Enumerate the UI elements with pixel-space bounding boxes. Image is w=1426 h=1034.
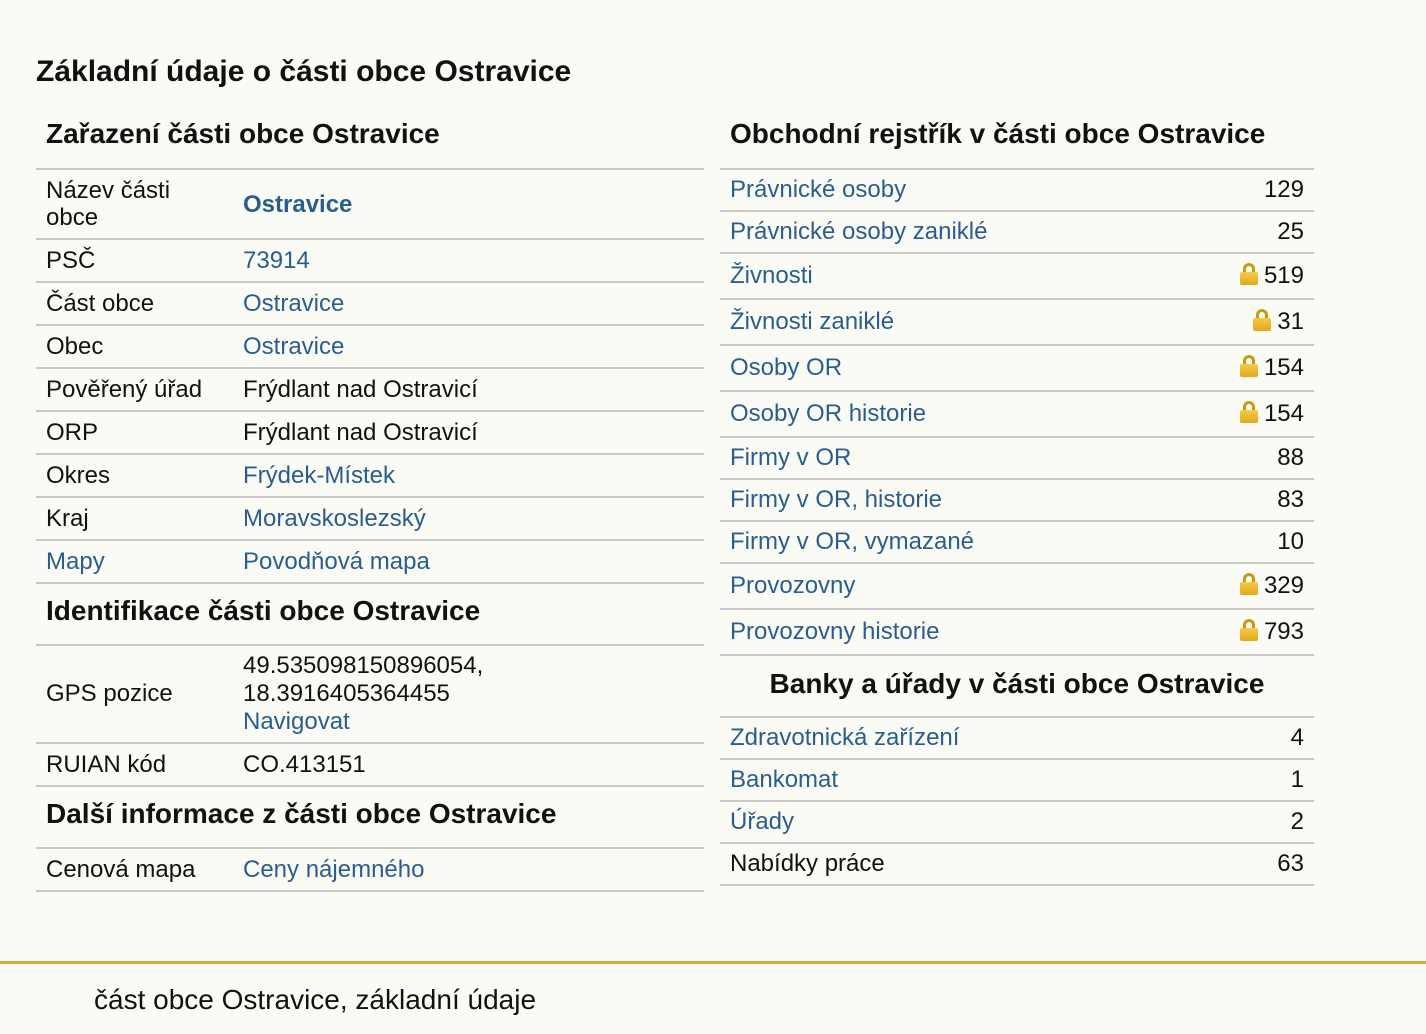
provozovny-link[interactable]: Provozovny xyxy=(720,563,1174,609)
provozovny-historie-link[interactable]: Provozovny historie xyxy=(720,609,1174,655)
section-title-obchodni: Obchodní rejstřík v části obce Ostravice xyxy=(720,110,1314,170)
row-count-cell xyxy=(1174,563,1314,609)
lock-icon xyxy=(1240,619,1258,641)
left-column xyxy=(36,110,704,892)
cenova-mapa-label: Cenová mapa xyxy=(36,849,233,891)
okres-link[interactable]: Frýdek-Místek xyxy=(233,454,704,497)
firmy-v-or-vymazane-link[interactable]: Firmy v OR, vymazané xyxy=(720,521,1174,563)
lock-icon xyxy=(1240,401,1258,423)
row-label: Část obce xyxy=(36,282,233,325)
row-count: 519 xyxy=(1263,262,1304,289)
table-row xyxy=(720,563,1314,609)
gps-lat: 49.535098150896054, xyxy=(243,652,484,679)
osoby-or-historie-link[interactable]: Osoby OR historie xyxy=(720,391,1174,437)
table-row xyxy=(36,540,704,583)
nabidky-prace-label: Nabídky práce xyxy=(720,843,1174,885)
table-row xyxy=(720,253,1314,299)
table-row xyxy=(720,759,1314,801)
table-row xyxy=(720,801,1314,843)
zivnosti-zanikle-link[interactable]: Živnosti zaniklé xyxy=(720,299,1174,345)
table-row xyxy=(36,743,704,786)
pravnicke-osoby-zanikle-link[interactable]: Právnické osoby zaniklé xyxy=(720,211,1174,253)
table-row xyxy=(720,843,1314,885)
nazev-casti-obce-link[interactable]: Ostravice xyxy=(233,170,704,239)
row-count: 88 xyxy=(1174,437,1314,479)
kraj-link[interactable]: Moravskoslezský xyxy=(233,497,704,540)
table-row xyxy=(36,282,704,325)
table-row xyxy=(720,211,1314,253)
row-count: 329 xyxy=(1263,572,1304,599)
table-row xyxy=(36,497,704,540)
ruian-value: CO.413151 xyxy=(233,743,704,786)
row-label: Kraj xyxy=(36,497,233,540)
footer-text: část obce Ostravice, základní údaje xyxy=(94,984,537,1015)
ruian-label: RUIAN kód xyxy=(36,743,233,786)
row-count: 154 xyxy=(1263,354,1304,381)
navigate-link[interactable]: Navigovat xyxy=(243,708,350,735)
table-row xyxy=(36,239,704,282)
firmy-v-or-historie-link[interactable]: Firmy v OR, historie xyxy=(720,479,1174,521)
row-count: 63 xyxy=(1174,843,1314,885)
row-count: 154 xyxy=(1263,400,1304,427)
table-row xyxy=(36,325,704,368)
row-label: Pověřený úřad xyxy=(36,368,233,411)
povodnova-mapa-link[interactable]: Povodňová mapa xyxy=(233,540,704,583)
page-title: Základní údaje o části obce Ostravice xyxy=(36,55,572,88)
right-column xyxy=(720,110,1314,886)
row-label: Název části obce xyxy=(36,170,233,239)
cast-obce-link[interactable]: Ostravice xyxy=(233,282,704,325)
banky-table xyxy=(720,718,1314,886)
zivnosti-link[interactable]: Živnosti xyxy=(720,253,1174,299)
lock-icon xyxy=(1240,573,1258,595)
table-row xyxy=(36,411,704,454)
row-count: 25 xyxy=(1174,211,1314,253)
table-row xyxy=(36,454,704,497)
lock-icon xyxy=(1253,309,1271,331)
table-row xyxy=(720,521,1314,563)
lock-icon xyxy=(1240,355,1258,377)
gps-value xyxy=(233,646,704,743)
ceny-najemneho-link[interactable]: Ceny nájemného xyxy=(233,849,704,891)
table-row xyxy=(36,170,704,239)
section-title-dalsi: Další informace z části obce Ostravice xyxy=(36,787,704,849)
dalsi-table xyxy=(36,849,704,892)
table-row xyxy=(720,437,1314,479)
row-count: 1 xyxy=(1174,759,1314,801)
row-count-cell xyxy=(1174,253,1314,299)
table-row xyxy=(720,391,1314,437)
osoby-or-link[interactable]: Osoby OR xyxy=(720,345,1174,391)
row-label: ORP xyxy=(36,411,233,454)
row-count-cell xyxy=(1174,391,1314,437)
table-row xyxy=(36,646,704,743)
lock-icon xyxy=(1240,263,1258,285)
table-row xyxy=(720,299,1314,345)
row-count-cell xyxy=(1174,345,1314,391)
row-label: Obec xyxy=(36,325,233,368)
row-count-cell xyxy=(1174,609,1314,655)
table-row xyxy=(720,479,1314,521)
section-title-banky: Banky a úřady v části obce Ostravice xyxy=(720,656,1314,718)
pravnicke-osoby-link[interactable]: Právnické osoby xyxy=(720,170,1174,211)
mapy-link[interactable]: Mapy xyxy=(36,540,233,583)
row-value: Frýdlant nad Ostravicí xyxy=(233,368,704,411)
zarazeni-table xyxy=(36,170,704,584)
row-count: 10 xyxy=(1174,521,1314,563)
table-row xyxy=(720,718,1314,759)
row-count: 83 xyxy=(1174,479,1314,521)
psc-link[interactable]: 73914 xyxy=(233,239,704,282)
section-title-identifikace: Identifikace části obce Ostravice xyxy=(36,584,704,646)
bankomat-link[interactable]: Bankomat xyxy=(720,759,1174,801)
row-value: Frýdlant nad Ostravicí xyxy=(233,411,704,454)
table-row xyxy=(36,849,704,891)
footer-divider xyxy=(0,961,1426,964)
urady-link[interactable]: Úřady xyxy=(720,801,1174,843)
gps-label: GPS pozice xyxy=(36,646,233,743)
table-row xyxy=(720,609,1314,655)
table-row xyxy=(720,345,1314,391)
row-count: 793 xyxy=(1263,618,1304,645)
row-count-cell xyxy=(1174,299,1314,345)
firmy-v-or-link[interactable]: Firmy v OR xyxy=(720,437,1174,479)
row-label: Okres xyxy=(36,454,233,497)
row-count: 4 xyxy=(1174,718,1314,759)
gps-lon: 18.3916405364455 xyxy=(243,680,450,707)
table-row xyxy=(720,170,1314,211)
identifikace-table xyxy=(36,646,704,787)
row-count: 31 xyxy=(1277,308,1304,335)
table-row xyxy=(36,368,704,411)
section-title-zarazeni: Zařazení části obce Ostravice xyxy=(36,110,704,170)
obec-link[interactable]: Ostravice xyxy=(233,325,704,368)
row-count: 129 xyxy=(1174,170,1314,211)
row-label: PSČ xyxy=(36,239,233,282)
row-count: 2 xyxy=(1174,801,1314,843)
obchodni-table xyxy=(720,170,1314,656)
zdravotnicka-zarizeni-link[interactable]: Zdravotnická zařízení xyxy=(720,718,1174,759)
